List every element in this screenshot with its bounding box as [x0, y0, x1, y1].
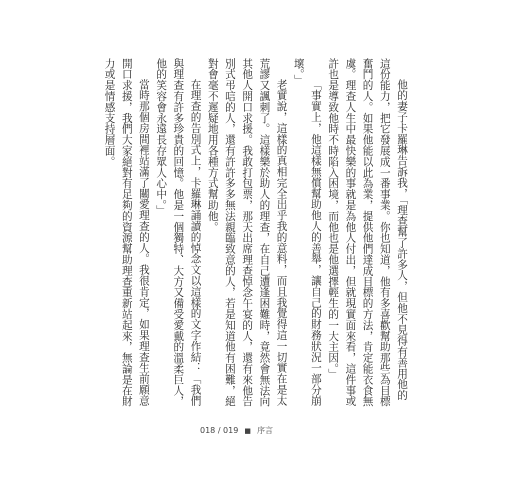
paragraph: 當時那個房間裡站滿了關愛理查的人。我很肯定，如果理查生前願意開口求援，我們大家絕對有足夠的資源幫助理查重新站起來，無論是在財力或是情感支持層面。 [103, 58, 150, 407]
paragraph: 他的妻子卡羅琳告訴我，「理查幫了許多人，但他不見得有善用他的這份能力，把它發展成一番事業。你也知道，他有多喜歡幫助那些為目標奮鬥的人。如果他能以此為業，提供他們達成目標的方法，肯定能衣食無虞。理查人生中最快樂的事就是為他人付出，但就現實面來看，這件事或許也是導致他時不時陷入困境，而他也是他選擇輕生的一大主因。」 [327, 58, 408, 407]
paragraph: 「事實上，他這樣無償幫助他人的善舉，讓自己的財務狀況一部分崩壞。」 [292, 58, 322, 407]
section-title: 序言 [256, 426, 273, 435]
paragraph: 老實說，這樣的真相完全出乎我的意料，而且我覺得這一切實在是太荒謬又諷刺了。這樣樂於助人的理查，在自己遭逢困難時，竟然會無法向其他人開口求援。我敢打包票，那天出席理查悼念午宴的人，還有來他告別式弔唁的人，還有許許多多無法親臨致意的人，若是知道他有困難，絕對會毫不遲疑地用各種方式幫助他。 [206, 58, 288, 407]
paragraph: 在理查的告別式上，卡羅琳誦讀的悼念文以這樣的文字作結：「我們與理查有許多珍貴的回憶。他是一個獨特、大方又備受愛戴的溫柔巨人，他的笑容會永遠長存眾人心中。」 [155, 58, 202, 407]
page-numbers: 018 / 019 [200, 426, 239, 435]
body-text [100, 58, 410, 408]
bullet-icon: ■ [244, 426, 251, 435]
page-footer [200, 425, 273, 436]
